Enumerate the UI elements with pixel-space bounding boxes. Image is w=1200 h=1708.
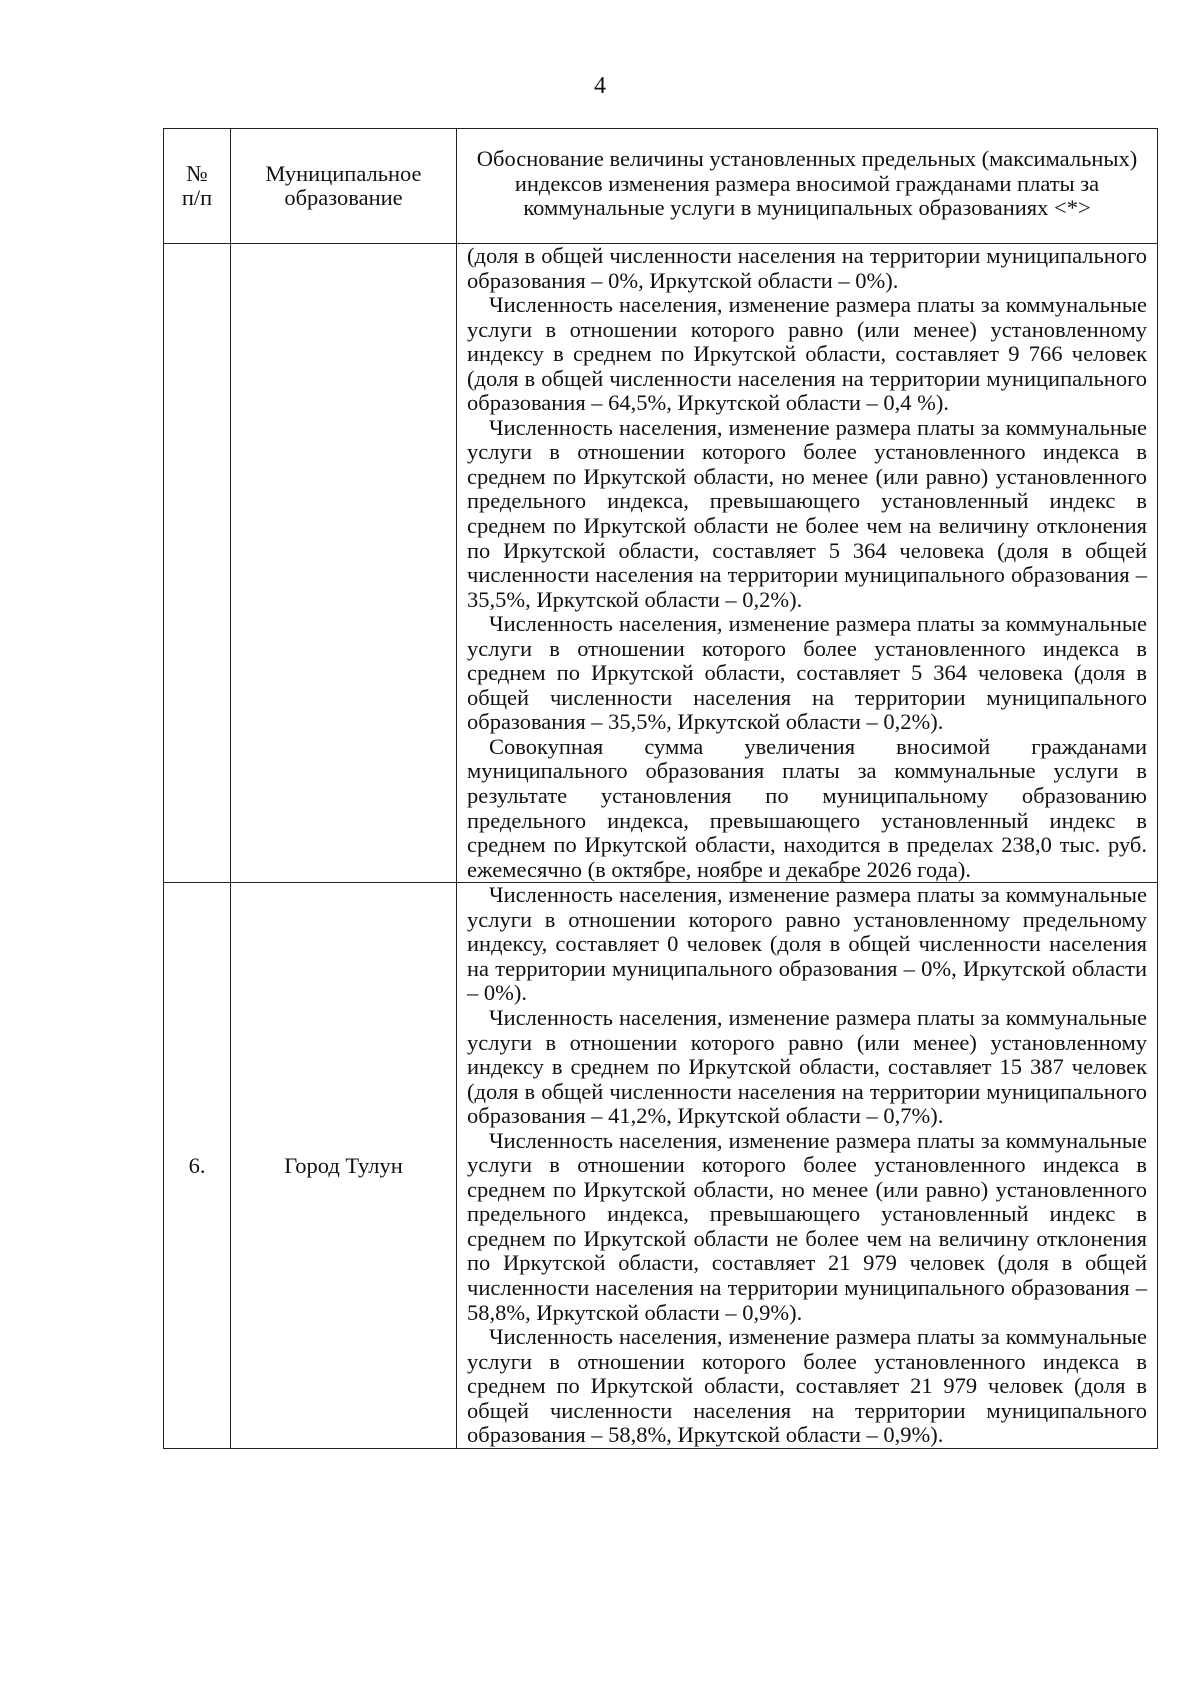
row-municipality-cell <box>231 883 457 1449</box>
justification-paragraph: Численность населения, изменение размера платы за коммунальные услуги в отношении которого более установленного индекса в среднем по Иркутской области, составляет 5 364 человека (доля в общей численности населения на территории муниципального образования – 35,5%, Иркутской области – 0,2%). <box>467 611 1147 735</box>
row-municipality: Город Тулун <box>284 1153 403 1178</box>
header-municipality-text: Муниципальное образование <box>265 161 422 210</box>
justification-paragraph: (доля в общей численности населения на территории муниципального образования – 0%, Иркутской области – 0%). <box>467 243 1147 293</box>
row-justification-cell <box>457 244 1158 883</box>
table-row <box>164 883 1158 1449</box>
table-row <box>164 244 1158 883</box>
justification-paragraph: Численность населения, изменение размера платы за коммунальные услуги в отношении которого равно установленному предельному индексу, составляет 0 человек (доля в общей численности населения на территории муниципального образования – 0%, Иркутской области – 0%). <box>467 882 1147 1006</box>
justification-paragraph: Совокупная сумма увеличения вносимой гражданами муниципального образования платы за коммунальные услуги в результате установления по муниципальному образованию предельного индекса, превышающего установленный индекс в среднем по Иркутской области, находится в пределах 238,0 тыс. руб. ежемесячно (в октябре, ноябре и декабре 2026 года). <box>467 733 1147 882</box>
row-number-cell <box>164 244 231 883</box>
row-number-cell <box>164 883 231 1449</box>
header-justification-text: Обоснование величины установленных предельных (максимальных) индексов изменения размера вносимой гражданами платы за коммунальные услуги в муниципальных образованиях <*> <box>476 146 1138 221</box>
justification-paragraph: Численность населения, изменение размера платы за коммунальные услуги в отношении которого равно (или менее) установленному индексу в среднем по Иркутской области, составляет 9 766 человек (доля в общей численности населения на территории муниципального образования – 64,5%, Иркутской области – 0,4 %). <box>467 292 1147 416</box>
justification-paragraph: Численность населения, изменение размера платы за коммунальные услуги в отношении которого более установленного индекса в среднем по Иркутской области, составляет 21 979 человек (доля в общей численности населения на территории муниципального образования – 58,8%, Иркутской области – 0,9%). <box>467 1324 1147 1448</box>
header-number <box>164 129 231 244</box>
justification-paragraph: Численность населения, изменение размера платы за коммунальные услуги в отношении которого более установленного индекса в среднем по Иркутской области, но менее (или равно) установленного предельного индекса, превышающего установленный индекс в среднем по Иркутской области не более чем на величину отклонения по Иркутской области, составляет 5 364 человека (доля в общей численности населения на территории муниципального образования – 35,5%, Иркутской области – 0,2%). <box>467 414 1147 612</box>
page-number: 4 <box>594 73 606 99</box>
header-justification <box>457 129 1158 244</box>
justification-paragraph: Численность населения, изменение размера платы за коммунальные услуги в отношении которого равно (или менее) установленному индексу в среднем по Иркутской области, составляет 15 387 человек (доля в общей численности населения на территории муниципального образования – 41,2%, Иркутской области – 0,7%). <box>467 1004 1147 1129</box>
header-number-text: № п/п <box>181 161 213 210</box>
row-justification-cell <box>457 883 1158 1449</box>
row-number: 6. <box>188 1153 206 1178</box>
table-header-row <box>164 129 1158 244</box>
header-municipality <box>231 129 457 244</box>
tariff-index-table <box>163 128 1158 1449</box>
row-municipality-cell <box>231 244 457 883</box>
justification-paragraph: Численность населения, изменение размера платы за коммунальные услуги в отношении которого более установленного индекса в среднем по Иркутской области, но менее (или равно) установленного предельного индекса, превышающего установленный индекс в среднем по Иркутской области не более чем на величину отклонения по Иркутской области, составляет 21 979 человек (доля в общей численности населения на территории муниципального образования – 58,8%, Иркутской области – 0,9%). <box>467 1127 1147 1325</box>
